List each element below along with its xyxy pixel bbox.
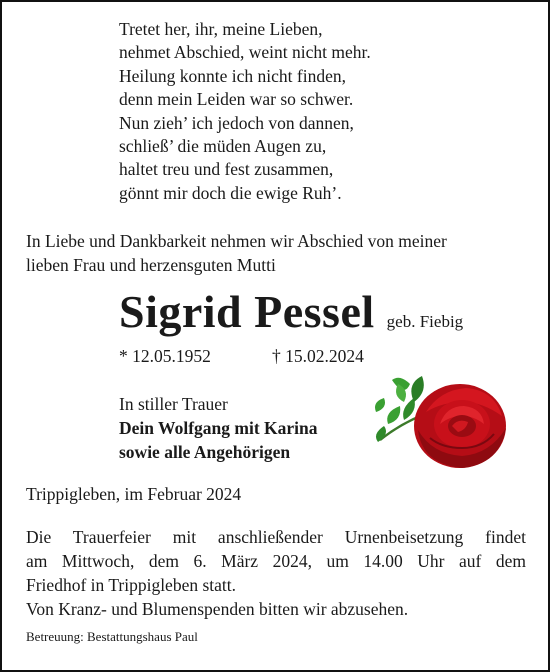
deceased-name: Sigrid Pessel <box>119 286 375 337</box>
funeral-home-credit: Betreuung: Bestattungshaus Paul <box>26 629 198 644</box>
poem-line: nehmet Abschied, weint nicht mehr. <box>119 42 371 63</box>
service-line: Friedhof in Trippigleben statt. <box>26 575 236 595</box>
place-date: Trippigleben, im Februar 2024 <box>26 484 242 504</box>
poem-line: gönnt mir doch die ewige Ruh’. <box>119 182 342 203</box>
poem-line: Heilung konnte ich nicht finden, <box>119 65 346 86</box>
mourners <box>119 392 318 464</box>
poem <box>119 18 371 205</box>
deceased-name-row <box>119 285 463 338</box>
mourners-heading: In stiller Trauer <box>119 394 228 414</box>
poem-line: haltet treu und fest zusammen, <box>119 159 334 180</box>
mourners-relatives: sowie alle Angehörigen <box>119 442 291 462</box>
mourners-family: Dein Wolfgang mit Karina <box>119 418 318 438</box>
service-line: Die Trauerfeier mit anschließender Urnenbeisetzung findet <box>26 527 526 547</box>
intro-text <box>26 229 526 277</box>
poem-line: denn mein Leiden war so schwer. <box>119 89 354 110</box>
intro-line: lieben Frau und herzensguten Mutti <box>26 255 276 275</box>
intro-line: In Liebe und Dankbarkeit nehmen wir Abschied von meiner <box>26 231 447 251</box>
service-line: am Mittwoch, dem 6. März 2024, um 14.00 Uhr auf dem <box>26 551 526 571</box>
maiden-name: geb. Fiebig <box>386 312 464 331</box>
rose-image <box>370 372 525 472</box>
birth-date: * 12.05.1952 <box>119 346 211 366</box>
poem-line: schließ’ die müden Augen zu, <box>119 136 327 157</box>
service-line: Von Kranz- und Blumenspenden bitten wir abzusehen. <box>26 599 409 619</box>
funeral-service-info <box>26 525 526 621</box>
death-date: † 15.02.2024 <box>272 346 364 366</box>
poem-line: Tretet her, ihr, meine Lieben, <box>119 19 323 39</box>
poem-line: Nun zieh’ ich jedoch von dannen, <box>119 112 354 133</box>
